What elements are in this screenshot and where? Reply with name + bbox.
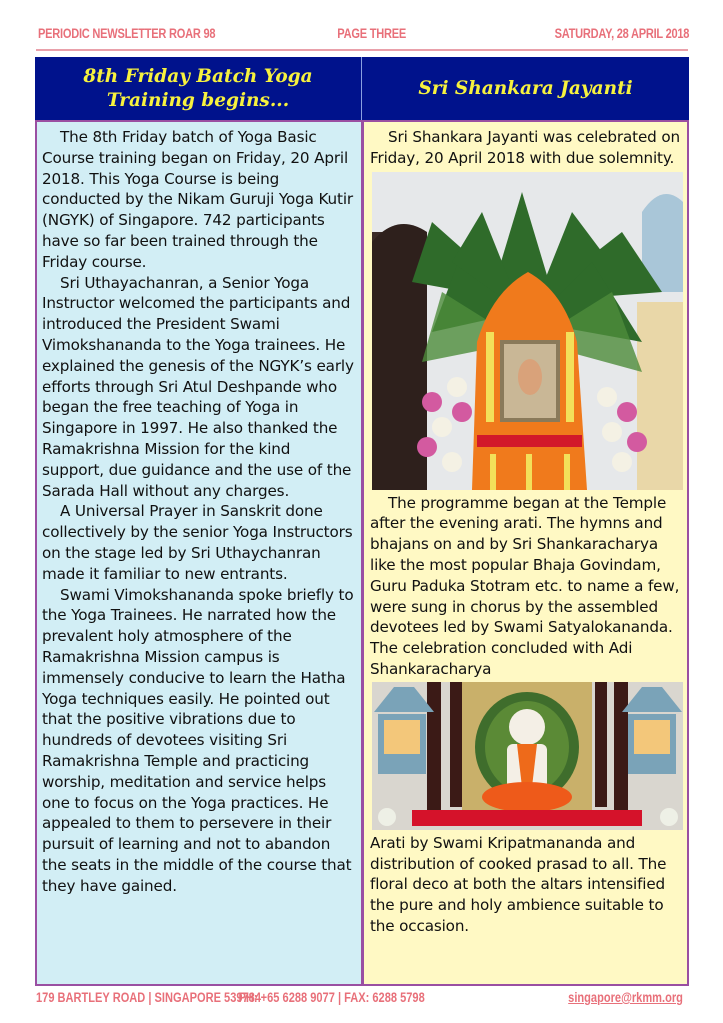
right-article-body <box>362 120 689 986</box>
article-paragraph: Sri Shankara Jayanti was celebrated on Friday, 20 April 2018 with due solemnity. <box>370 128 680 167</box>
article-grid <box>35 57 689 986</box>
header-divider <box>36 49 688 51</box>
left-article-body <box>35 120 363 986</box>
shrine-photo-illustration <box>372 172 683 490</box>
altar-photo <box>372 682 683 830</box>
article-paragraph: The programme began at the Temple after the evening arati. The hymns and bhajans on and by Sri Shankaracharya like the most popular Bhaja Govindam, Guru Paduka Stotram etc. to name a few, were sung in chorus by the assembled devotees led by Swami Satyalokananda. The celebration concluded with Adi Shankaracharya <box>370 493 680 678</box>
shrine-photo <box>372 172 683 490</box>
left-article-heading <box>35 57 362 120</box>
article-paragraph: The 8th Friday batch of Yoga Basic Course training began on Friday, 20 April 2018. This Yoga Course is being conducted by the Nikam Guruji Yoga Kutir (NGYK) of Singapore. 742 participants have so far been trained through the Friday course. <box>42 128 353 271</box>
page-number: PAGE THREE <box>337 26 406 41</box>
page-footer <box>36 990 692 1010</box>
left-article-title-line2: Training begins... <box>106 89 290 111</box>
left-article-title-line1: 8th Friday Batch Yoga <box>83 65 313 87</box>
article-paragraph: Arati by Swami Kripatmananda and distribution of cooked prasad to all. The floral deco at both the altars intensified the pure and holy ambience suitable to the occasion. <box>370 833 667 935</box>
article-paragraph: Swami Vimokshananda spoke briefly to the Yoga Trainees. He narrated how the prevalent holy atmosphere of the Ramakrishna Mission campus is immensely conducive to learn the Hatha Yoga techniques easily. He pointed out that the positive vibrations due to hundreds of devotees visiting Sri Ramakrishna Temple and practicing worship, meditation and service helps one to focus on the Yoga practices. He appealed to them to persevere in their pursuit of learning and not to abandon the seats in the middle of the course that they have gained. <box>42 585 354 895</box>
footer-address: 179 BARTLEY ROAD | SINGAPORE 539784 <box>36 990 261 1005</box>
right-article-title: Sri Shankara Jayanti <box>418 77 633 99</box>
right-article-heading <box>362 57 689 120</box>
issue-date: SATURDAY, 28 APRIL 2018 <box>554 26 690 41</box>
newsletter-issue: PERIODIC NEWSLETTER ROAR 98 <box>38 26 216 41</box>
page-header <box>38 26 690 48</box>
footer-email-link[interactable]: singapore@rkmm.org <box>568 990 683 1005</box>
article-paragraph: Sri Uthayachanran, a Senior Yoga Instructor welcomed the participants and introduced the President Swami Vimokshananda to the Yoga trainees. He explained the genesis of the NGYK’s early efforts through Sri Atul Deshpande who began the free teaching of Yoga in Singapore in 1997. He also thanked the Ramakrishna Mission for the kind support, due guidance and the use of the Sarada Hall without any charges. <box>42 273 354 500</box>
footer-phone-fax: PH: +65 6288 9077 | FAX: 6288 5798 <box>238 990 425 1005</box>
article-paragraph: A Universal Prayer in Sanskrit done collectively by the senior Yoga Instructors on the stage led by Sri Uthaychanran made it familiar to new entrants. <box>42 502 353 583</box>
altar-photo-illustration <box>372 682 683 830</box>
